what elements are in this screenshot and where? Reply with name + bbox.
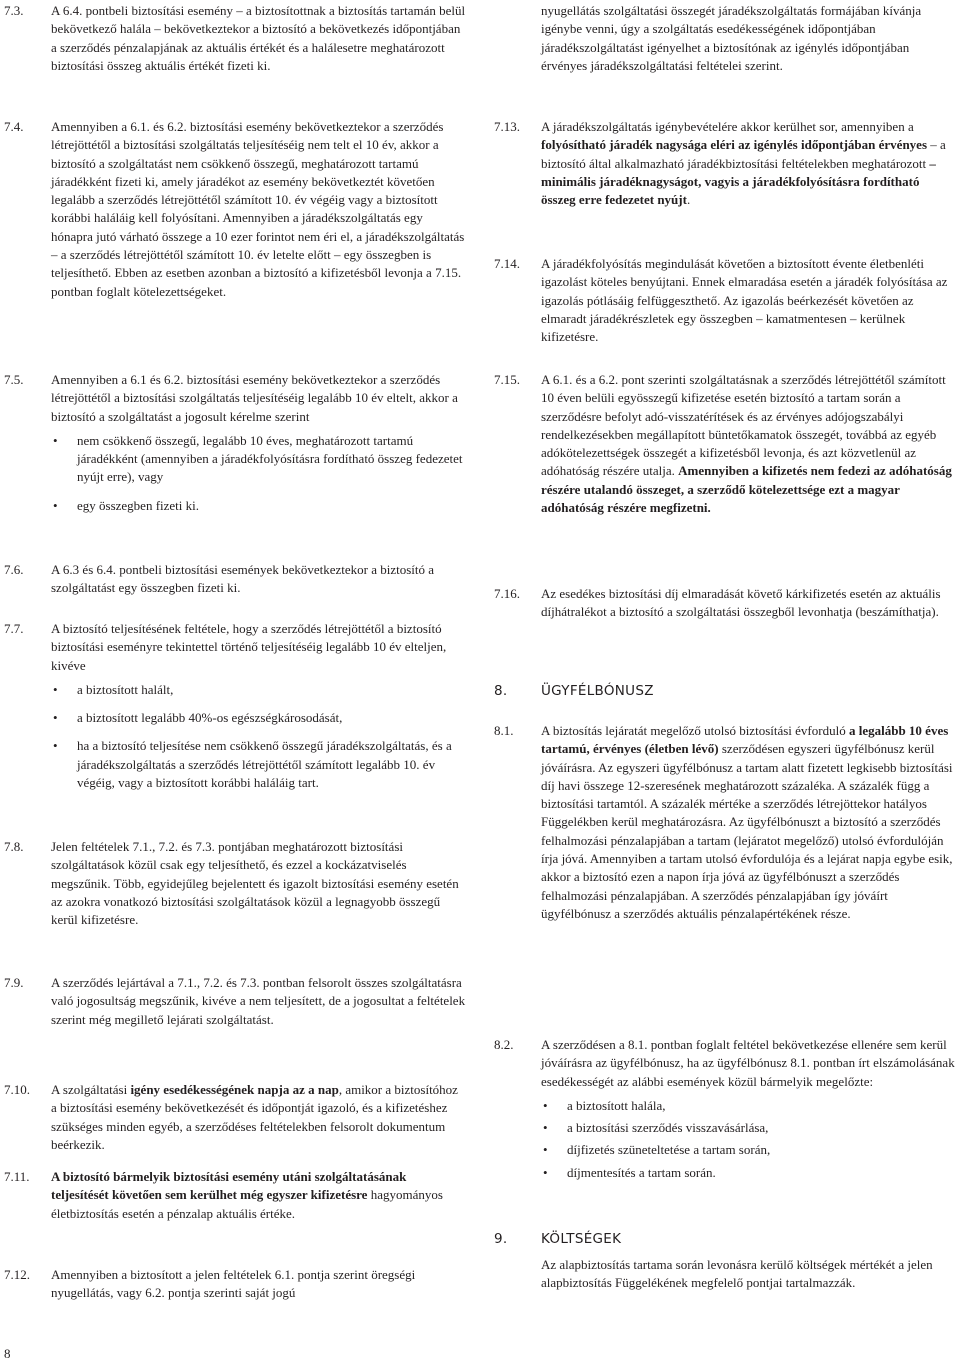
clause-7-11 bbox=[4, 1168, 466, 1223]
section-number: 8. bbox=[494, 683, 508, 699]
clause-7-5 bbox=[4, 371, 466, 525]
clause-number: 7.15. bbox=[494, 372, 520, 387]
section-8-heading bbox=[494, 682, 956, 700]
clause-number: 7.11. bbox=[4, 1169, 30, 1184]
list-item: • a biztosítási szerződés visszavásárlása, bbox=[541, 1119, 956, 1137]
bullet-list bbox=[51, 432, 466, 515]
bullet-list bbox=[541, 1097, 956, 1182]
clause-7-3 bbox=[4, 2, 466, 75]
clause-7-8 bbox=[4, 838, 466, 929]
list-item: • nem csökkenő összegű, legalább 10 éves, meghatározott tartamú járadékként (amennyiben a járadékfolyósításra fordítható összeg fedezetet nyújt erre), vagy bbox=[51, 432, 466, 487]
list-item: • díjmentesítés a tartam során. bbox=[541, 1164, 956, 1182]
list-item: • egy összegben fizeti ki. bbox=[51, 497, 466, 515]
clause-text: A 6.4. pontbeli biztosítási esemény – a biztosítottnak a biztosítás tartamán belül bekövetkező halála – bekövetkeztekor a biztosító a bekövetkezés időpontjában a szerződés pénzalapjának az aktuális értékét és a halálesetre meghatározott biztosítási összeg aktuális értékét fizeti ki. bbox=[51, 3, 466, 73]
clause-text: Amennyiben a biztosított a jelen feltételek 6.1. pontja szerint öregségi nyugellátás, vagy 6.2. pontja szerinti saját jogú bbox=[51, 1267, 416, 1301]
clause-number: 7.5. bbox=[4, 372, 24, 387]
clause-number: 7.6. bbox=[4, 562, 24, 577]
clause-number: 7.16. bbox=[494, 586, 520, 601]
list-item: • a biztosított legalább 40%-os egészségkárosodását, bbox=[51, 709, 466, 727]
clause-number: 7.14. bbox=[494, 256, 520, 271]
clause-number: 7.7. bbox=[4, 621, 24, 636]
list-item: • ha a biztosító teljesítése nem csökkenő összegű járadékszolgáltatás, és a járadékszolgáltatás a szerződés létrejöttétől számított legalább 10. év végéig, vagy a biztosított korábbi haláláig tart. bbox=[51, 737, 466, 792]
clause-number: 7.8. bbox=[4, 839, 24, 854]
clause-number: 7.10. bbox=[4, 1082, 30, 1097]
list-item: • díjfizetés szüneteltetése a tartam során, bbox=[541, 1141, 956, 1159]
clause-8-2 bbox=[494, 1036, 956, 1186]
clause-7-16 bbox=[494, 585, 956, 622]
clause-text: A szerződésen a 8.1. pontban foglalt feltétel bekövetkezése ellenére sem kerül jóváírásra az ügyfélbónusz, ha az ügyfélbónusz 8.1. pontban írt elszámolásának esedékességét az alábbi események közül bármelyik megelőzte: bbox=[541, 1037, 955, 1089]
clause-7-14 bbox=[494, 255, 956, 346]
clause-number: 7.13. bbox=[494, 119, 520, 134]
clause-text: A járadékszolgáltatás igénybevételére akkor kerülhet sor, amennyiben a folyósítható járadék nagysága eléri az igénylés időpontjában érvényes – a biztosító által alkalmazható járadékbiztosítási feltételekben meghatározott – minimális járadéknagyságot, vagyis a járadékfolyósításra fordítható összeg erre fedezetet nyújt. bbox=[541, 119, 946, 208]
list-item: • a biztosított halált, bbox=[51, 681, 466, 699]
section-title: ÜGYFÉLBÓNUSZ bbox=[541, 683, 654, 699]
clause-number: 7.12. bbox=[4, 1267, 30, 1282]
clause-7-6 bbox=[4, 561, 466, 598]
clause-7-15 bbox=[494, 371, 956, 517]
section-number: 9. bbox=[494, 1231, 508, 1247]
clause-text: A szolgáltatási igény esedékességének napja az a nap, amikor a biztosítóhoz a biztosítási esemény bekövetkezését és időpontját igazoló, és a kifizetéshez szükséges minden egyéb, a szerződéses feltételekben felsorolt dokumentum beérkezik. bbox=[51, 1082, 458, 1152]
clause-7-4 bbox=[4, 118, 466, 301]
clause-text: Jelen feltételek 7.1., 7.2. és 7.3. pontjában meghatározott biztosítási szolgáltatások közül csak egy teljesíthető, és ezzel a kockázatviselés megszűnik. Több, egyidejűleg bejelentett és igazolt biztosítási esemény esetén az azokra vonatkozó biztosítási szolgáltatások közül a legnagyobb összegű kerül kifizetésre. bbox=[51, 839, 459, 928]
section-9-heading bbox=[494, 1230, 956, 1248]
clause-8-1 bbox=[494, 722, 956, 923]
clause-7-7 bbox=[4, 620, 466, 802]
clause-text: Amennyiben a 6.1. és 6.2. biztosítási esemény bekövetkeztekor a szerződés létrejöttétől a biztosítási szolgáltatás teljesítéséig nem telt el 10 év, akkor a biztosító a szolgáltatást nem csökkenő összegű, meghatározott tartamú járadékként fizeti ki, amely járadékot az esemény bekövetkeztét követően legalább a szerződés létrejöttétől számított 10. év végéig vagy a biztosított korábbi haláláig kell folyósítani. Amennyiben a járadékszolgáltatás egy hónapra jutó várható összege a 10 ezer forintot nem éri el, a járadékszolgáltatás – a szerződés létrejöttétől számított 10. év letelte előtt – egy összegben is teljesíthető. Ebben az esetben azonban a biztosító a kifizetésből levonja a 7.15. pontban foglalt kötelezettségeket. bbox=[51, 119, 465, 299]
clause-text: A járadékfolyósítás megindulását követően a biztosított évente életbenléti igazolást köteles benyújtani. Ennek elmaradása esetén a járadék folyósítása az igazolás pótlásáig felfüggeszthető. Az igazolás beérkezését követően az elmaradt járadékrészletek egy összegben – kamatmentesen – kerülnek kifizetésre. bbox=[541, 256, 948, 345]
clause-text: A biztosítás lejáratát megelőző utolsó biztosítási évforduló a legalább 10 éves tartamú, érvényes (életben lévő) szerződésen egyszeri ügyfélbónusz kerül jóváírásra. Az egyszeri ügyfélbónusz a tartam alatt fizetett legkisebb biztosítási díj havi összege 12-szeresének meghatározott százaléka. A százalék függ a biztosítási tartamtól. A százalék mértéke a szerződés létrejöttekor hatályos Függelékben kerül meghatározásra. Az ügyfélbónuszt a biztosító a szerződés felhalmozási pénzalapjában a tartam (lejáratot megelőző) utolsó évfordulóján írja jóvá. Amennyiben a tartam utolsó évfordulója és a lejárat napja egybe esik, akkor a biztosító ezen a napon írja jóvá az ügyfélbónuszt a szerződés felhalmozási pénzalapjában. A szerződés pénzalapjában így jóváírt ügyfélbónusz a szerződés aktuális pénzalapértékének része. bbox=[541, 723, 953, 921]
clause-7-9 bbox=[4, 974, 466, 1029]
clause-text: Az esedékes biztosítási díj elmaradását követő kárkifizetés esetén az aktuális díjhátralékot a biztosító a szolgáltatási összegből levonhatja (beszámíthatja). bbox=[541, 586, 941, 620]
clause-7-12-continuation: nyugellátás szolgáltatási összegét járadékszolgáltatás formájában kívánja igénybe venni, úgy a szolgáltatás esedékességének időpontjában járadékszolgáltatást igényelhet a biztosítónak az igénylés időpontjában érvényes járadékszolgáltatási feltételei szerint. bbox=[541, 3, 922, 73]
clause-7-13 bbox=[494, 118, 956, 209]
section-title: KÖLTSÉGEK bbox=[541, 1231, 622, 1247]
clause-number: 8.1. bbox=[494, 723, 514, 738]
page-number: 8 bbox=[4, 1346, 11, 1361]
section-9-text: Az alapbiztosítás tartama során levonásra kerülő költségek mértékét a jelen alapbiztosítás Függelékének megfelelő pontjai tartalmazzák. bbox=[541, 1257, 933, 1291]
clause-number: 7.3. bbox=[4, 3, 24, 18]
list-item: • a biztosított halála, bbox=[541, 1097, 956, 1115]
bullet-list bbox=[51, 681, 466, 792]
clause-7-10 bbox=[4, 1081, 466, 1154]
clause-text: A 6.3 és 6.4. pontbeli biztosítási események bekövetkeztekor a biztosító a szolgáltatást egy összegben fizeti ki. bbox=[51, 562, 435, 596]
clause-text: Amennyiben a 6.1 és 6.2. biztosítási esemény bekövetkeztekor a szerződés létrejöttétől a biztosítási szolgáltatás teljesítéséig legalább 10 év eltelt, akkor a biztosító a szolgáltatást a jogosult kérelme szerint bbox=[51, 372, 458, 424]
clause-number: 7.4. bbox=[4, 119, 24, 134]
clause-text: A szerződés lejártával a 7.1., 7.2. és 7.3. pontban felsorolt összes szolgáltatásra való jogosultság megszűnik, kivéve a nem teljesített, de a jogosultat a feltételek szerint még megillető lejárati szolgáltatást. bbox=[51, 975, 466, 1027]
clause-number: 7.9. bbox=[4, 975, 24, 990]
clause-text: A 6.1. és a 6.2. pont szerinti szolgáltatásnak a szerződés létrejöttétől számított 10 éven belüli egyösszegű kifizetése esetén biztosító a tartam során a szerződésre befolyt adó-visszatérítések és az érvényes adójogszabályi rendelkezésekben megállapított büntetőkamatok összegét, továbbá az egyéb adókötelezettségek összegét a kifizetésből levonja, és azt közvetlenül az adóhatóság részére utalja. Amennyiben a kifizetés nem fedezi az adóhatóság részére utalandó összeget, a szerződő kötelezettsége ezt a magyar adóhatóság részére megfizetni. bbox=[541, 372, 952, 516]
clause-number: 8.2. bbox=[494, 1037, 514, 1052]
clause-text: A biztosító bármelyik biztosítási esemény utáni szolgáltatásának teljesítését követően sem kerülhet még egyszer kifizetésre hagyományos életbiztosítás esetén a pénzalap aktuális értéke. bbox=[51, 1169, 443, 1221]
clause-text: A biztosító teljesítésének feltétele, hogy a szerződés létrejöttétől a biztosító biztosítási eseményre tekintettel történő teljesítéséig legalább 10 év elteljen, kivéve bbox=[51, 621, 447, 673]
clause-7-12 bbox=[4, 1266, 466, 1303]
